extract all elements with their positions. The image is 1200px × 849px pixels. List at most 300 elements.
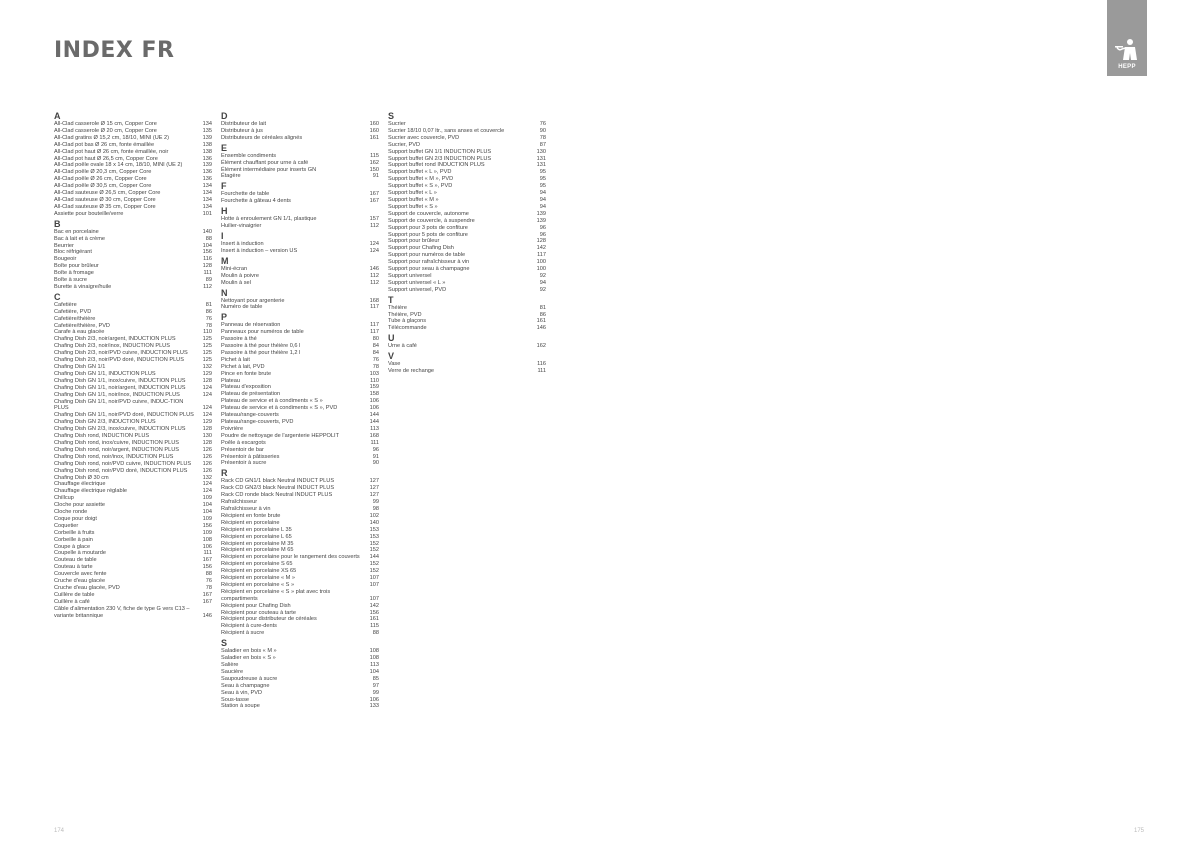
- index-entry: [54, 176, 212, 183]
- entry-term: Récipient pour distributeur de céréales: [221, 616, 317, 623]
- index-entry: [221, 336, 379, 343]
- index-letter: T: [388, 294, 394, 305]
- index-entry: [221, 513, 379, 520]
- index-entry: [221, 568, 379, 575]
- entry-page: 129: [202, 370, 212, 377]
- index-entry: [221, 412, 379, 419]
- entry-term: Rafraîchisseur à vin: [221, 505, 271, 512]
- index-entry: [221, 121, 379, 128]
- entry-page: 125: [202, 343, 212, 350]
- entry-page: 157: [369, 216, 379, 223]
- entry-page: 168: [369, 297, 379, 304]
- entry-term: Rafraîchisseur: [221, 499, 258, 506]
- index-entry: [54, 544, 212, 551]
- index-entry: [221, 547, 379, 554]
- entry-term: Chafing Dish GN 1/1, noir/argent, INDUCTION PLUS: [54, 384, 186, 391]
- index-entry: [221, 648, 379, 655]
- entry-term: Chafing Dish rond, noir/argent, INDUCTION PLUS: [54, 446, 179, 453]
- entry-term: Chafing Dish GN 1/1: [54, 364, 106, 370]
- entry-page: 106: [369, 696, 379, 703]
- index-entry: [221, 173, 379, 180]
- index-entry: [54, 263, 212, 270]
- entry-term: Bac à lait et à crème: [54, 235, 105, 242]
- index-entry: [221, 371, 379, 378]
- index-entry: [221, 248, 379, 255]
- index-entry: [221, 616, 379, 623]
- entry-page: 134: [202, 183, 212, 190]
- entry-term: Cloche pour assiette: [54, 502, 105, 509]
- entry-term: Sucrier: [388, 121, 406, 127]
- entry-term: Salière: [221, 662, 239, 668]
- index-entry: [54, 256, 212, 263]
- index-entry: [221, 266, 379, 273]
- entry-term: Couteau de table: [54, 557, 97, 564]
- entry-page: 126: [202, 446, 212, 453]
- entry-page: 110: [370, 377, 379, 384]
- index-entry: [388, 169, 546, 176]
- entry-page: 124: [369, 240, 379, 247]
- entry-page: 109: [202, 529, 212, 536]
- index-entry: [388, 197, 546, 204]
- index-entry: [221, 662, 379, 669]
- page-number-right: 175: [1134, 828, 1145, 834]
- entry-page: 81: [205, 301, 212, 308]
- entry-term: Récipient en porcelaine L 35: [221, 526, 292, 533]
- index-entry: [221, 561, 379, 568]
- index-entry: [221, 506, 379, 513]
- index-entry: [54, 571, 212, 578]
- entry-term: Support buffet « S », PVD: [388, 183, 453, 190]
- entry-page: 125: [202, 336, 212, 343]
- index-entry: [388, 176, 546, 183]
- index-entry: [221, 153, 379, 160]
- index-column-3: [388, 110, 546, 375]
- index-entry: [54, 447, 212, 454]
- entry-term: Panneau de réservation: [221, 322, 281, 329]
- index-entry: [54, 378, 212, 385]
- index-entry: [54, 309, 212, 316]
- index-entry: [388, 259, 546, 266]
- index-letter: I: [221, 230, 224, 241]
- entry-page: 102: [369, 512, 379, 519]
- index-entry: [54, 606, 212, 620]
- entry-term: Support universel: [388, 272, 432, 279]
- index-entry: [388, 190, 546, 197]
- entry-term: Câble d'alimentation 230 V, fiche de type G vers C13 – variante britannique: [54, 605, 190, 619]
- entry-term: Saladier en bois « M »: [221, 648, 277, 655]
- entry-term: Mini-écran: [221, 265, 248, 272]
- index-entry: [54, 502, 212, 509]
- entry-page: 128: [536, 238, 546, 245]
- entry-page: 103: [369, 370, 379, 377]
- entry-term: Support pour Chafing Dish: [388, 245, 454, 252]
- index-entry: [388, 135, 546, 142]
- index-entry: [221, 554, 379, 561]
- entry-term: Support universel « L »: [388, 279, 446, 286]
- entry-page: 134: [202, 196, 212, 203]
- entry-page: 146: [536, 325, 546, 332]
- index-entry: [221, 364, 379, 371]
- index-letter: N: [221, 287, 228, 298]
- index-entry: [221, 357, 379, 364]
- index-entry: [54, 343, 212, 350]
- entry-term: Récipient en porcelaine « M »: [221, 575, 296, 582]
- entry-term: Support buffet rond INDUCTION PLUS: [388, 162, 485, 169]
- entry-term: Chafing Dish GN 1/1, noir/PVD cuivre, INDUC-TION PLUS: [54, 398, 184, 412]
- entry-page: 167: [202, 591, 212, 598]
- entry-term: Poivrière: [221, 425, 244, 432]
- entry-page: 86: [205, 308, 212, 315]
- entry-term: Fourchette de table: [221, 191, 270, 198]
- index-entry: [388, 211, 546, 218]
- entry-term: Plateau d'exposition: [221, 384, 271, 391]
- index-entry: [388, 368, 546, 375]
- entry-page: 91: [372, 173, 379, 180]
- entry-page: 131: [536, 162, 546, 169]
- index-entry: [54, 557, 212, 564]
- index-entry: [54, 364, 212, 371]
- entry-page: 117: [370, 304, 379, 311]
- entry-term: Chillcup: [54, 495, 74, 502]
- index-entry: [221, 541, 379, 548]
- entry-page: 136: [202, 169, 212, 176]
- entry-page: 107: [369, 581, 379, 588]
- entry-page: 161: [369, 616, 379, 623]
- entry-term: Support buffet « M », PVD: [388, 176, 454, 183]
- entry-page: 84: [372, 343, 379, 350]
- entry-term: Récipient en porcelaine L 65: [221, 533, 292, 540]
- index-entry: [221, 630, 379, 637]
- entry-page: 107: [369, 595, 379, 602]
- entry-page: 110: [203, 329, 212, 336]
- index-entry: [221, 447, 379, 454]
- entry-term: Plateau de service et à condiments « S », PVD: [221, 405, 338, 412]
- entry-term: Plateau/range-couverts: [221, 412, 279, 419]
- entry-page: 135: [202, 127, 212, 134]
- entry-page: 129: [202, 419, 212, 426]
- entry-term: Couvercle avec fente: [54, 571, 107, 578]
- entry-page: 142: [369, 602, 379, 609]
- entry-term: Chafing Dish 2/3, noir/argent, INDUCTION PLUS: [54, 336, 176, 343]
- index-entry: [221, 655, 379, 662]
- entry-page: 146: [202, 612, 212, 619]
- entry-page: 98: [372, 505, 379, 512]
- entry-term: Sucrier 18/10 0,07 ltr., sans anses et couvercle: [388, 127, 505, 134]
- index-entry: [221, 191, 379, 198]
- entry-page: 142: [536, 245, 546, 252]
- entry-term: Cuillère à café: [54, 598, 90, 605]
- index-entry: [54, 357, 212, 364]
- index-entry: [54, 495, 212, 502]
- entry-page: 160: [369, 127, 379, 134]
- entry-page: 116: [203, 256, 212, 263]
- index-entry: [54, 197, 212, 204]
- entry-term: Fourchette à gâteau 4 dents: [221, 198, 291, 205]
- entry-page: 94: [539, 279, 546, 286]
- index-entry: [54, 592, 212, 599]
- index-entry: [388, 218, 546, 225]
- entry-term: Récipient pour couteau à tarte: [221, 609, 296, 616]
- entry-term: Couteau à tarte: [54, 564, 93, 571]
- entry-term: Tube à glaçons: [388, 318, 427, 325]
- entry-page: 130: [536, 148, 546, 155]
- index-entry: [388, 312, 546, 319]
- entry-page: 96: [539, 231, 546, 238]
- entry-term: Numéro de table: [221, 304, 263, 311]
- index-letter: R: [221, 468, 228, 479]
- entry-page: 124: [202, 384, 212, 391]
- index-entry: [54, 190, 212, 197]
- index-entry: [221, 405, 379, 412]
- entry-page: 127: [369, 478, 379, 485]
- index-entry: [221, 603, 379, 610]
- entry-term: Rack CD GN1/1 black Neutral INDUCT PLUS: [221, 478, 335, 485]
- entry-page: 92: [539, 286, 546, 293]
- entry-page: 158: [369, 391, 379, 398]
- index-entry: [221, 426, 379, 433]
- entry-term: Coupelle à moutarde: [54, 550, 106, 557]
- entry-term: Récipient à sucre: [221, 630, 265, 637]
- entry-term: Bougeoir: [54, 256, 77, 263]
- index-entry: [221, 582, 379, 589]
- entry-term: Chafing Dish 2/3, noir/PVD doré, INDUCTION PLUS: [54, 357, 184, 364]
- entry-term: All-Clad poêle ovale 18 x 14 cm, 18/10, MINI (UE 2): [54, 162, 183, 169]
- entry-term: Chafing Dish rond, noir/PVD doré, INDUCTION PLUS: [54, 467, 188, 474]
- index-letter: F: [221, 181, 227, 192]
- entry-term: Poudre de nettoyage de l'argenterie HEPPOLIT: [221, 432, 339, 439]
- index-entry: [221, 343, 379, 350]
- entry-term: Bac en porcelaine: [54, 228, 99, 235]
- index-entry: [221, 440, 379, 447]
- entry-page: 111: [370, 439, 379, 446]
- entry-page: 112: [203, 283, 212, 290]
- entry-page: 104: [202, 242, 212, 249]
- entry-page: 131: [536, 155, 546, 162]
- entry-page: 124: [202, 412, 212, 419]
- entry-term: All-Clad casserole Ø 20 cm, Copper Core: [54, 127, 157, 134]
- entry-term: Corbeille à pain: [54, 536, 93, 543]
- index-entry: [221, 216, 379, 223]
- entry-term: Passoire à thé pour théière 1,2 l: [221, 349, 301, 356]
- entry-page: 156: [202, 249, 212, 256]
- entry-page: 112: [370, 223, 379, 230]
- entry-term: Support buffet GN 2/3 INDUCTION PLUS: [388, 155, 492, 162]
- entry-term: Hotte à enroulement GN 1/1, plastique: [221, 216, 317, 223]
- entry-page: 113: [370, 662, 379, 668]
- brand-logo: [1107, 0, 1147, 76]
- entry-term: Saupoudreuse à sucre: [221, 675, 278, 682]
- entry-term: Support pour seau à champagne: [388, 266, 470, 273]
- index-entry: [54, 564, 212, 571]
- index-entry: [221, 198, 379, 205]
- index-entry: [221, 520, 379, 527]
- index-entry: [54, 433, 212, 440]
- index-entry: [221, 460, 379, 467]
- index-letter: S: [388, 111, 395, 121]
- entry-page: 150: [369, 166, 379, 173]
- entry-page: 95: [539, 169, 546, 176]
- index-entry: [221, 384, 379, 391]
- entry-term: Support de couvercle, à suspendre: [388, 217, 475, 224]
- entry-page: 96: [539, 224, 546, 231]
- entry-page: 101: [202, 210, 212, 217]
- index-entry: [54, 121, 212, 128]
- entry-page: 87: [539, 141, 546, 148]
- index-entry: [54, 516, 212, 523]
- entry-page: 128: [202, 377, 212, 384]
- index-entry: [221, 223, 379, 230]
- entry-term: Distributeur de lait: [221, 121, 267, 127]
- entry-page: 111: [537, 368, 546, 375]
- entry-term: Rack CD GN2/3 black Neutral INDUCT PLUS: [221, 485, 335, 492]
- index-entry: [388, 343, 546, 350]
- index-entry: [388, 287, 546, 294]
- entry-page: 126: [202, 453, 212, 460]
- entry-term: Moulin à poivre: [221, 272, 259, 279]
- entry-term: Plateau de service et à condiments « S »: [221, 398, 323, 405]
- index-entry: [54, 412, 212, 419]
- index-entry: [221, 304, 379, 311]
- entry-page: 90: [372, 460, 379, 467]
- entry-page: 80: [372, 336, 379, 343]
- index-entry: [221, 398, 379, 405]
- index-entry: [221, 492, 379, 499]
- entry-term: Support pour brûleur: [388, 238, 440, 245]
- entry-term: Sous-tasse: [221, 696, 249, 703]
- index-entry: [388, 225, 546, 232]
- entry-term: Récipient en porcelaine XS 65: [221, 568, 297, 575]
- entry-page: 144: [369, 412, 379, 419]
- entry-page: 115: [370, 152, 379, 159]
- entry-term: Support buffet GN 1/1 INDUCTION PLUS: [388, 148, 492, 155]
- index-entry: [54, 475, 212, 482]
- index-entry: [54, 211, 212, 218]
- index-entry: [54, 426, 212, 433]
- index-entry: [54, 523, 212, 530]
- entry-term: Plateau: [221, 377, 240, 384]
- index-entry: [221, 280, 379, 287]
- entry-page: 96: [372, 446, 379, 453]
- index-letter: B: [54, 218, 61, 229]
- entry-term: Poêle à escargots: [221, 439, 266, 446]
- index-entry: [54, 530, 212, 537]
- entry-term: Distributeur à jus: [221, 127, 263, 134]
- entry-page: 107: [369, 575, 379, 582]
- index-entry: [388, 273, 546, 280]
- entry-page: 94: [539, 196, 546, 203]
- entry-term: Boîte pour brûleur: [54, 263, 99, 270]
- entry-page: 106: [369, 398, 379, 405]
- index-entry: [221, 273, 379, 280]
- entry-page: 125: [202, 357, 212, 364]
- entry-term: Pince en fonte brute: [221, 370, 272, 377]
- entry-page: 85: [372, 675, 379, 682]
- index-letter: A: [54, 111, 61, 121]
- entry-page: 95: [539, 176, 546, 183]
- entry-term: Verre de rechange: [388, 368, 435, 375]
- entry-page: 115: [370, 623, 379, 630]
- entry-page: 128: [202, 426, 212, 433]
- index-entry: [54, 277, 212, 284]
- entry-page: 134: [202, 190, 212, 197]
- index-entry: [54, 229, 212, 236]
- index-entry: [221, 128, 379, 135]
- index-entry: [221, 589, 379, 603]
- entry-term: Chauffage électrique: [54, 481, 106, 488]
- entry-page: 134: [202, 203, 212, 210]
- entry-term: Ensemble condiments: [221, 152, 277, 159]
- index-entry: [221, 241, 379, 248]
- entry-term: Urne à café: [388, 343, 417, 350]
- entry-term: Pichet à lait: [221, 356, 250, 363]
- index-entry: [221, 350, 379, 357]
- index-entry: [388, 142, 546, 149]
- entry-page: 124: [202, 488, 212, 495]
- index-entry: [54, 183, 212, 190]
- entry-term: Support buffet « M »: [388, 196, 439, 203]
- entry-page: 116: [537, 361, 546, 368]
- index-entry: [54, 454, 212, 461]
- entry-term: Vase: [388, 361, 401, 368]
- entry-term: Récipient en porcelaine « S »: [221, 581, 295, 588]
- entry-page: 76: [372, 356, 379, 363]
- entry-term: All-Clad pot haut Ø 26 cm, fonte émaillée, noir: [54, 148, 169, 155]
- entry-term: All-Clad gratins Ø 15,2 cm, 18/10, MINI (UE 2): [54, 134, 170, 141]
- index-entry: [388, 156, 546, 163]
- index-entry: [388, 204, 546, 211]
- index-entry: [221, 697, 379, 704]
- entry-page: 104: [202, 509, 212, 516]
- entry-page: 134: [202, 121, 212, 127]
- index-entry: [54, 323, 212, 330]
- entry-term: Élément chauffant pour urne à café: [221, 159, 309, 166]
- index-entry: [54, 236, 212, 243]
- entry-page: 159: [369, 384, 379, 391]
- entry-page: 108: [202, 536, 212, 543]
- entry-term: Support buffet « S »: [388, 203, 438, 210]
- entry-page: 128: [202, 439, 212, 446]
- index-letter: D: [221, 111, 228, 121]
- index-entry: [388, 245, 546, 252]
- entry-term: Plateau/range-couverts, PVD: [221, 419, 294, 425]
- entry-term: Chafing Dish GN 1/1, INDUCTION PLUS: [54, 370, 156, 377]
- entry-term: Chafing Dish GN 2/3, INDUCTION PLUS: [54, 419, 156, 426]
- index-entry: [54, 399, 212, 413]
- entry-term: Support de couvercle, autonome: [388, 210, 469, 217]
- entry-page: 126: [202, 467, 212, 474]
- index-entry: [54, 128, 212, 135]
- entry-page: 104: [202, 502, 212, 509]
- index-entry: [54, 371, 212, 378]
- entry-term: Récipient en porcelaine S 65: [221, 561, 293, 568]
- entry-term: Chafing Dish GN 1/1, noir/inox, INDUCTION PLUS: [54, 391, 180, 398]
- index-entry: [221, 298, 379, 305]
- entry-page: 140: [202, 228, 212, 235]
- entry-term: All-Clad poêle Ø 26 cm, Copper Core: [54, 176, 147, 183]
- entry-page: 124: [369, 247, 379, 254]
- entry-term: Support pour 3 pots de confiture: [388, 224, 468, 231]
- entry-page: 76: [539, 121, 546, 127]
- entry-page: 167: [202, 598, 212, 605]
- index-letter: E: [221, 142, 228, 153]
- entry-page: 88: [205, 235, 212, 242]
- entry-term: Cafetière, PVD: [54, 308, 92, 315]
- entry-page: 130: [202, 433, 212, 440]
- index-entry: [54, 284, 212, 291]
- entry-page: 160: [369, 121, 379, 127]
- entry-page: 78: [539, 134, 546, 141]
- index-entry: [54, 249, 212, 256]
